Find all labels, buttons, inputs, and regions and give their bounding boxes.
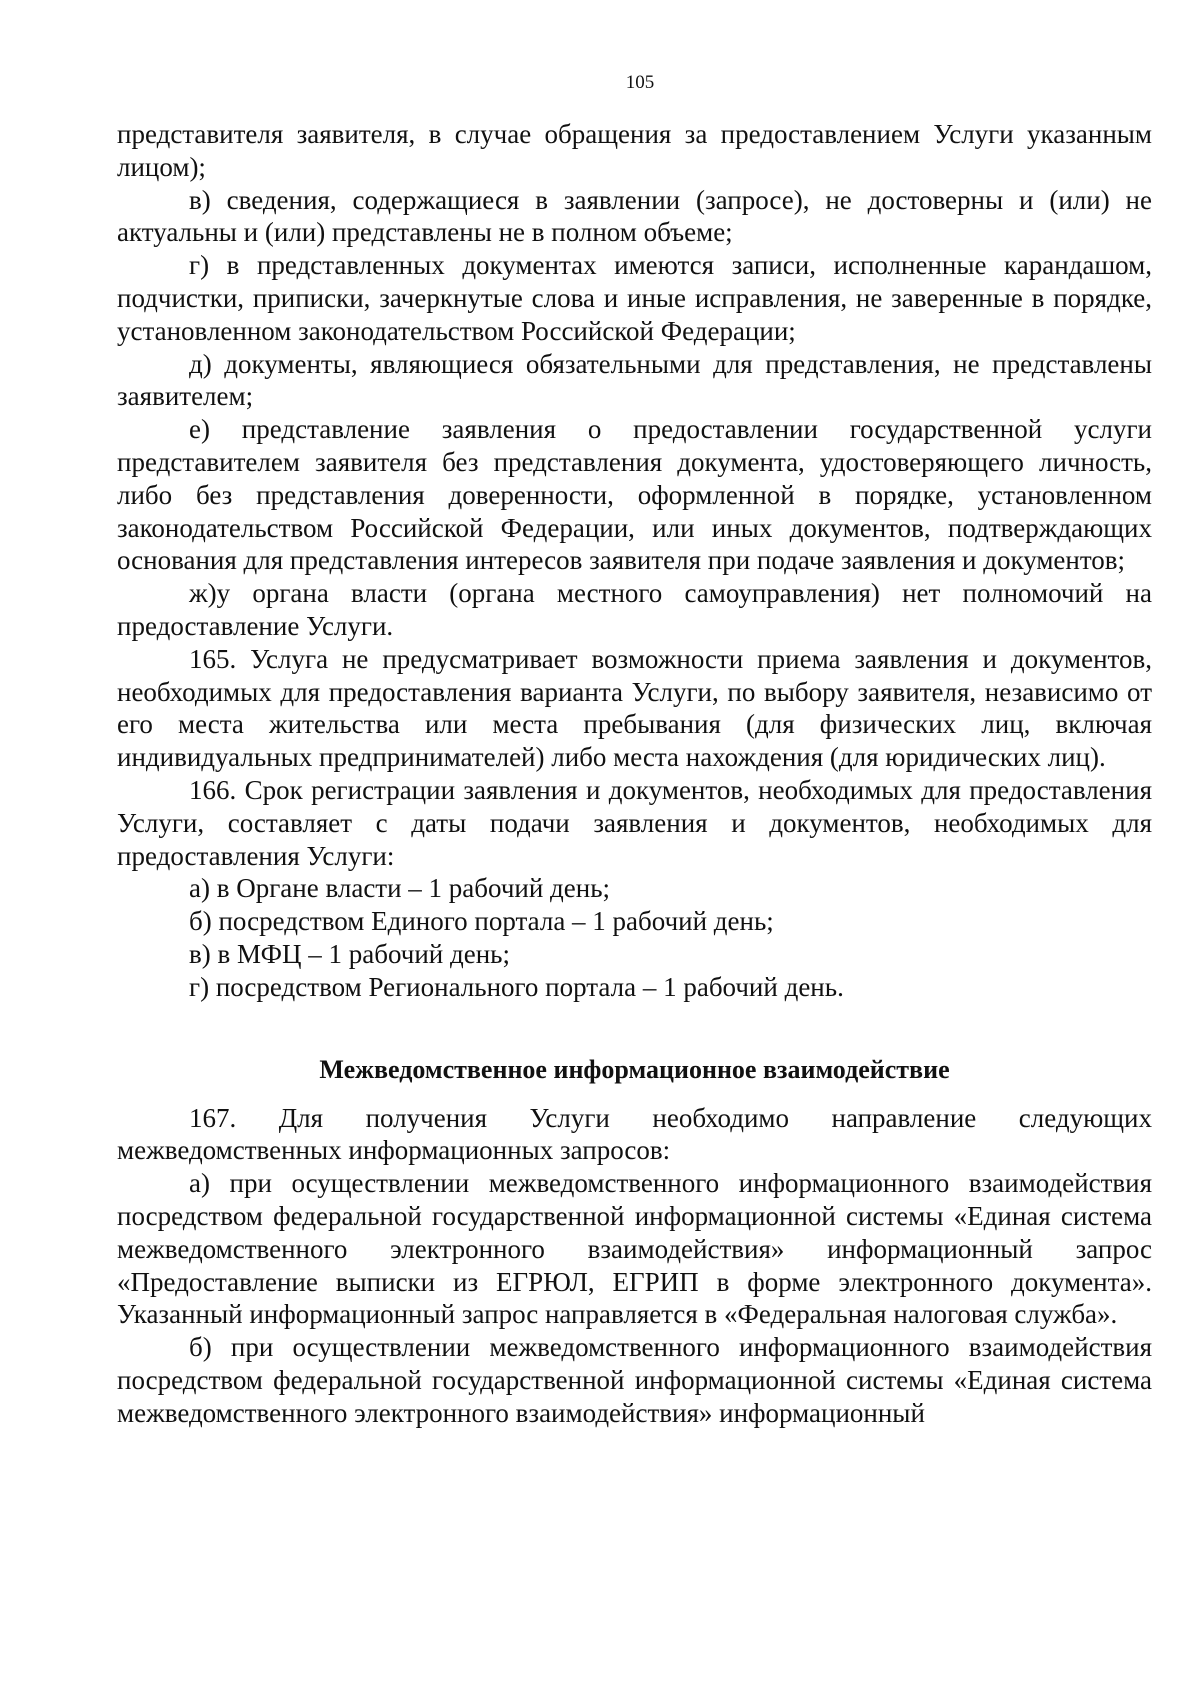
paragraph: б) посредством Единого портала – 1 рабочий день; <box>189 906 774 937</box>
paragraph: в) сведения, содержащиеся в заявлении (запросе), не достоверны и (или) не актуальны и (или) представлены не в полном объеме; <box>117 184 1152 248</box>
paragraphs-after <box>117 1102 1152 1430</box>
paragraph: е) представление заявления о предоставлении государственной услуги представителем заявителя без представления документа, удостоверяющего личность, либо без представления доверенности, оформленной в порядке, установленном законодательством Российской Федерации, или иных документов, подтверждающих основания для представления интересов заявителя при подаче заявления и документов; <box>117 414 1152 576</box>
paragraph: в) в МФЦ – 1 рабочий день; <box>189 938 510 969</box>
section-heading: Межведомственное информационное взаимодействие <box>319 1054 950 1084</box>
paragraph: г) посредством Регионального портала – 1 рабочий день. <box>189 971 844 1002</box>
paragraph: ж)у органа власти (органа местного самоуправления) нет полномочий на предоставление Услуги. <box>117 578 1152 641</box>
paragraph: г) в представленных документах имеются записи, исполненные карандашом, подчистки, приписки, зачеркнутые слова и иные исправления, не заверенные в порядке, установленном законодательством Российской Федерации; <box>117 250 1152 346</box>
document-body <box>117 118 1152 1429</box>
paragraph: а) при осуществлении межведомственного информационного взаимодействия посредством федеральной государственной информационной системы «Единая система межведомственного электронного взаимодействия» информационный запрос «Предоставление выписки из ЕГРЮЛ, ЕГРИП в форме электронного документа». Указанный информационный запрос направляется в «Федеральная налоговая служба». <box>117 1168 1152 1330</box>
paragraph: 165. Услуга не предусматривает возможности приема заявления и документов, необходимых для предоставления варианта Услуги, по выбору заявителя, независимо от его места жительства или места пребывания (для физических лиц, включая индивидуальных предпринимателей) либо места нахождения (для юридических лиц). <box>117 643 1152 773</box>
paragraphs-before <box>117 118 1152 1004</box>
paragraph: б) при осуществлении межведомственного информационного взаимодействия посредством федеральной государственной информационной системы «Единая система межведомственного электронного взаимодействия» информационный <box>117 1332 1152 1428</box>
paragraph: представителя заявителя, в случае обращения за предоставлением Услуги указанным лицом); <box>117 119 1152 182</box>
paragraph: 166. Срок регистрации заявления и документов, необходимых для предоставления Услуги, составляет с даты подачи заявления и документов, необходимых для предоставления Услуги: <box>117 774 1152 871</box>
paragraph: д) документы, являющиеся обязательными для представления, не представлены заявителем; <box>117 348 1152 412</box>
paragraph: 167. Для получения Услуги необходимо направление следующих межведомственных информационных запросов: <box>117 1102 1152 1166</box>
page-number: 105 <box>625 72 655 93</box>
paragraph: а) в Органе власти – 1 рабочий день; <box>189 873 611 904</box>
